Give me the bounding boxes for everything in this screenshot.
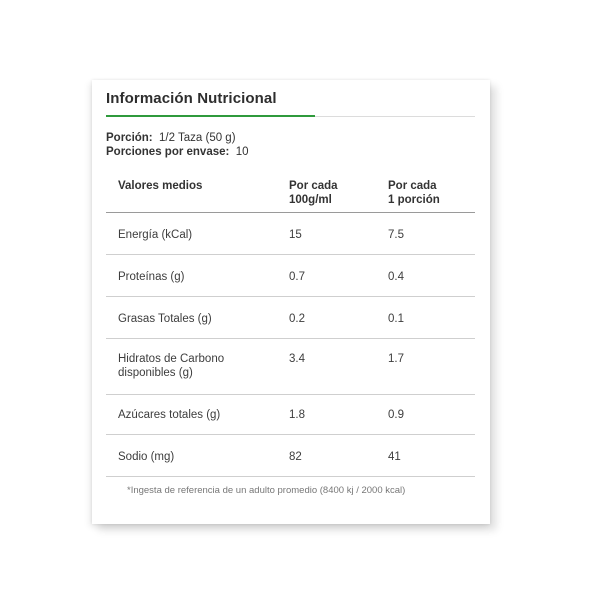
nutrient-name: Azúcares totales (g): [118, 409, 221, 421]
value-per-100: 0.2: [289, 313, 305, 325]
servings-line: [106, 146, 249, 158]
value-per-portion: 7.5: [388, 229, 404, 241]
portion-line: [106, 132, 236, 144]
table-divider: [106, 476, 475, 477]
value-per-100: 82: [289, 451, 302, 463]
table-divider: [106, 338, 475, 339]
portion-label: Porción:: [106, 132, 153, 144]
table-divider: [106, 434, 475, 435]
value-per-portion: 1.7: [388, 353, 404, 365]
nutrient-name: Energía (kCal): [118, 229, 193, 241]
value-per-portion: 41: [388, 451, 401, 463]
value-per-portion: 0.4: [388, 271, 404, 283]
value-per-100: 3.4: [289, 353, 305, 365]
nutrient-name: Hidratos de Carbono disponibles (g): [118, 353, 225, 379]
title-accent-underline: [106, 115, 315, 117]
servings-label: Porciones por envase:: [106, 146, 230, 158]
panel-title: Información Nutricional: [106, 90, 277, 107]
table-divider: [106, 212, 475, 213]
table-divider: [106, 296, 475, 297]
footnote: *Ingesta de referencia de un adulto promedio (8400 kj / 2000 kcal): [127, 485, 406, 496]
header-per-100: Por cada 100g/ml: [289, 180, 338, 206]
table-divider: [106, 394, 475, 395]
value-per-100: 1.8: [289, 409, 305, 421]
table-divider: [106, 254, 475, 255]
value-per-portion: 0.9: [388, 409, 404, 421]
title-divider: [315, 116, 475, 117]
value-per-portion: 0.1: [388, 313, 404, 325]
value-per-100: 0.7: [289, 271, 305, 283]
nutrient-name: Grasas Totales (g): [118, 313, 212, 325]
servings-value: 10: [235, 146, 249, 158]
portion-value: 1/2 Taza (50 g): [159, 132, 236, 144]
value-per-100: 15: [289, 229, 302, 241]
nutrient-name: Proteínas (g): [118, 271, 185, 283]
nutrition-info-panel: [92, 80, 490, 524]
header-nutrient: Valores medios: [118, 180, 203, 192]
nutrient-name: Sodio (mg): [118, 451, 175, 463]
header-per-portion: Por cada 1 porción: [388, 180, 440, 206]
